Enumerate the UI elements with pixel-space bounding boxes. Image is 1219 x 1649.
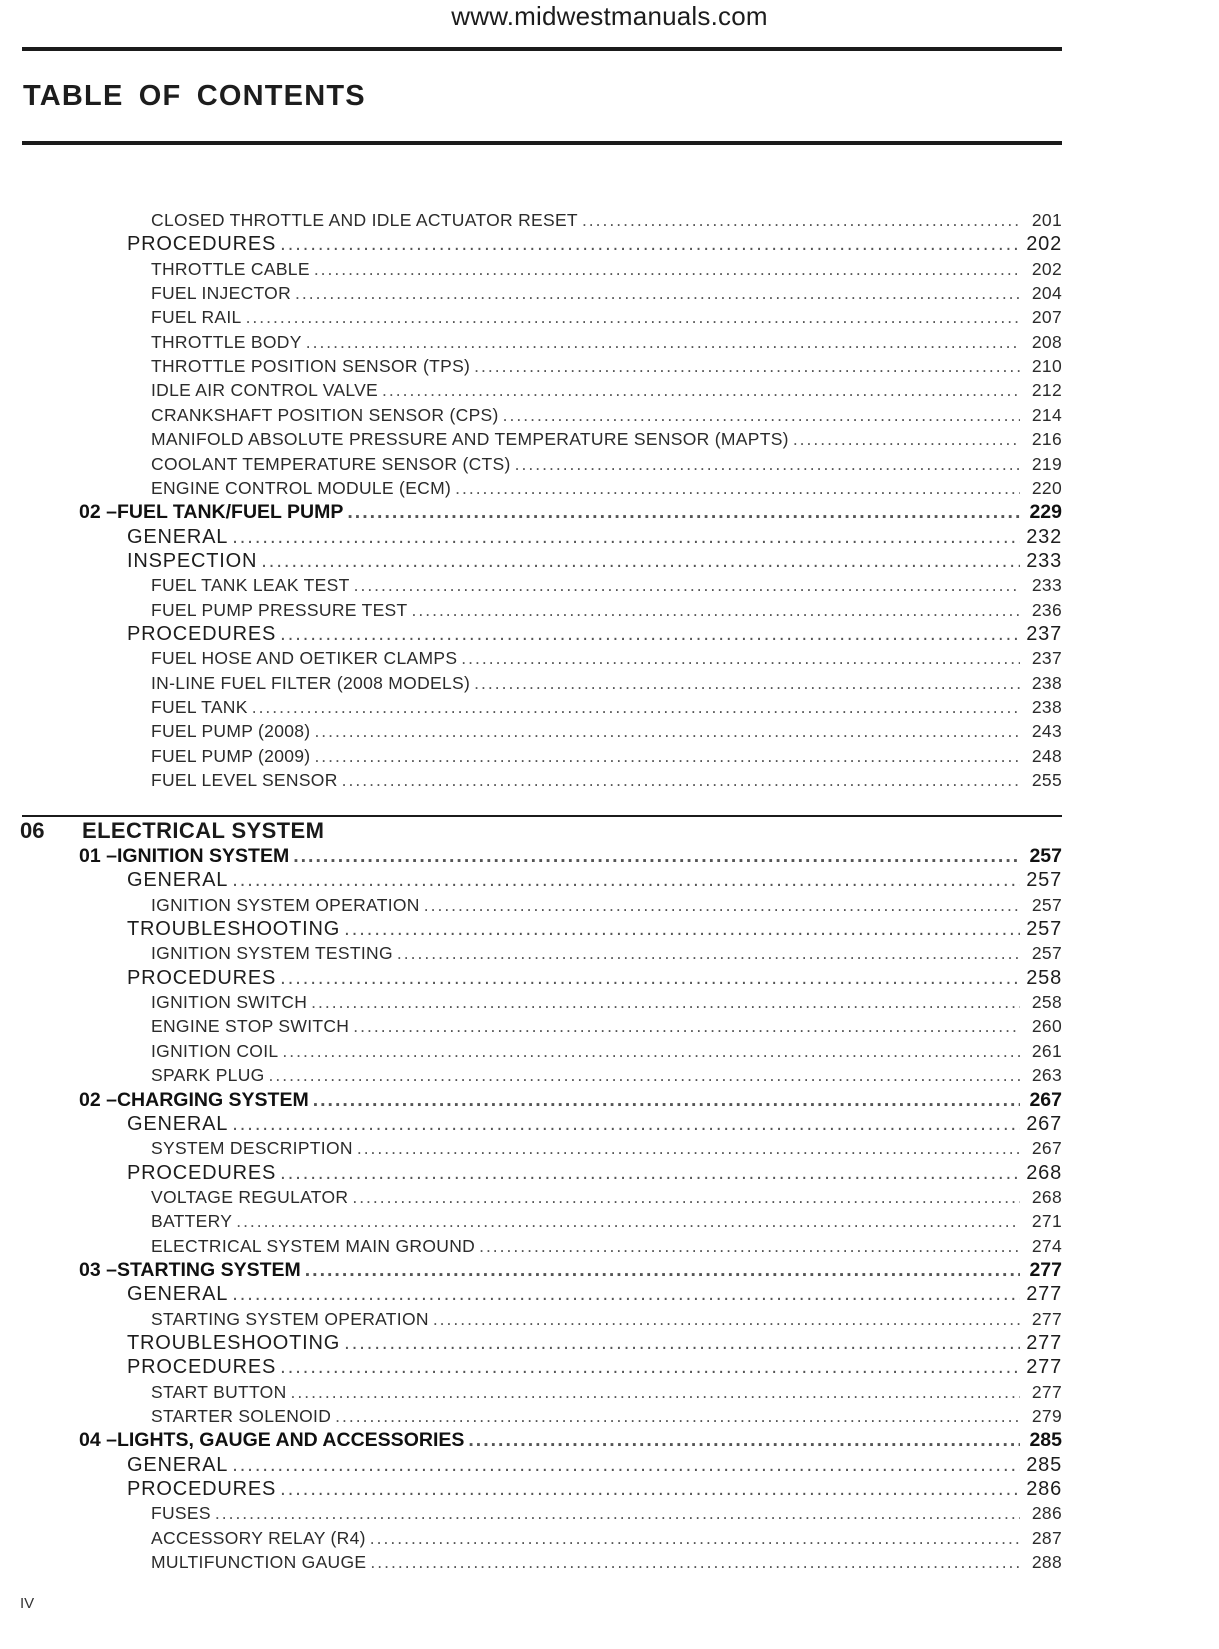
toc-entry — [151, 452, 1062, 476]
toc-entry-label: IGNITION COIL — [151, 1040, 279, 1061]
toc-entry — [151, 695, 1062, 719]
dot-leader — [582, 208, 1020, 232]
toc-entry-page: 212 — [1031, 380, 1062, 401]
toc-entry-label: PROCEDURES — [127, 1478, 277, 1501]
toc-entry-label: THROTTLE BODY — [151, 331, 302, 352]
toc-entry — [151, 354, 1062, 378]
toc-entry-label: IGNITION SWITCH — [151, 992, 308, 1013]
dot-leader — [306, 330, 1020, 354]
toc-entry-page: 287 — [1031, 1527, 1062, 1548]
toc-entry-page: 271 — [1031, 1211, 1062, 1232]
toc-entry-page: 236 — [1031, 599, 1062, 620]
toc-entry — [79, 844, 1062, 868]
toc-entry — [127, 525, 1062, 549]
toc-entry-page: 202 — [1026, 233, 1062, 256]
toc-entry-label: FUEL TANK/FUEL PUMP — [116, 501, 344, 524]
toc-entry-page: 248 — [1031, 745, 1062, 766]
toc-entry — [127, 1355, 1062, 1379]
toc-entry-label: STARTING SYSTEM OPERATION — [151, 1308, 429, 1329]
toc-entry-label: FUSES — [151, 1503, 211, 1524]
toc-entry-label: FUEL TANK LEAK TEST — [151, 575, 350, 596]
toc-entry — [79, 1088, 1062, 1112]
dot-leader — [515, 452, 1020, 476]
title-rule — [22, 141, 1062, 145]
toc-entry-page: 261 — [1031, 1040, 1062, 1061]
toc-entry-page: 277 — [1026, 1356, 1062, 1379]
toc-entry — [151, 1209, 1062, 1233]
toc-entry-page: 201 — [1031, 210, 1062, 230]
toc-entry — [151, 1039, 1062, 1063]
toc-entry — [151, 208, 1062, 232]
dot-leader — [357, 1136, 1020, 1160]
toc-entry-label: FUEL PUMP (2009) — [151, 745, 311, 766]
toc-entry — [151, 330, 1062, 354]
toc-entry-page: 277 — [1026, 1283, 1062, 1306]
toc-entry-page: 243 — [1031, 721, 1062, 742]
toc-entry-page: 237 — [1031, 648, 1062, 669]
toc-entry-page: 238 — [1031, 672, 1062, 693]
toc-entry-label: IGNITION SYSTEM TESTING — [151, 943, 393, 964]
toc-entry-page: 285 — [1029, 1429, 1062, 1452]
dot-leader — [295, 281, 1020, 305]
dot-leader — [314, 257, 1020, 281]
toc-entry-label: FUEL RAIL — [151, 307, 242, 328]
top-rule — [22, 47, 1062, 51]
toc-entry — [151, 281, 1062, 305]
toc-entry — [151, 671, 1062, 695]
dot-leader — [246, 305, 1020, 329]
toc-entry-page: 277 — [1031, 1308, 1062, 1329]
dot-leader — [474, 671, 1020, 695]
toc-entry-page: 255 — [1031, 770, 1062, 791]
dot-leader — [461, 646, 1020, 670]
toc-entry-label: FUEL HOSE AND OETIKER CLAMPS — [151, 648, 458, 669]
toc-entry-label: IGNITION SYSTEM — [116, 845, 290, 867]
toc-entry-label: ELECTRICAL SYSTEM MAIN GROUND — [151, 1235, 476, 1256]
toc-entry-page: 219 — [1031, 453, 1062, 474]
toc-entry-label: IGNITION SYSTEM OPERATION — [151, 894, 420, 915]
toc-entry-page: 257 — [1026, 869, 1062, 892]
toc-entry-label: ENGINE CONTROL MODULE (ECM) — [151, 477, 452, 498]
toc-entry — [151, 427, 1062, 451]
dot-leader — [291, 1380, 1020, 1404]
toc-entry-number: 03 – — [79, 1258, 117, 1281]
toc-entry — [151, 1526, 1062, 1550]
toc-entry-label: FUEL INJECTOR — [151, 283, 292, 304]
toc-entry — [151, 1404, 1062, 1428]
dot-leader — [232, 525, 1020, 549]
toc-entry — [151, 378, 1062, 402]
toc-entry-page: 257 — [1029, 845, 1062, 867]
toc-entry-page: 229 — [1029, 501, 1062, 524]
toc-entry-label: STARTER SOLENOID — [151, 1406, 332, 1427]
section-number: 06 — [20, 818, 45, 843]
toc-entry-page: 207 — [1031, 307, 1062, 328]
toc-entry — [151, 744, 1062, 768]
site-url: www.midwestmanuals.com — [451, 1, 768, 31]
toc-entry-page: 279 — [1031, 1406, 1062, 1427]
toc-entry — [127, 549, 1062, 573]
dot-leader — [412, 598, 1021, 622]
toc-entry-label: ACCESSORY RELAY (R4) — [151, 1527, 366, 1548]
toc-entry-page: 277 — [1026, 1332, 1062, 1354]
toc-entry-label: MANIFOLD ABSOLUTE PRESSURE AND TEMPERATURE SENSOR (MAPTS) — [151, 429, 789, 450]
toc-entry-page: 274 — [1031, 1235, 1062, 1256]
toc-entry-label: GENERAL — [127, 525, 229, 548]
toc-entry-number: 01 – — [79, 845, 117, 867]
toc-entry — [127, 232, 1062, 256]
toc-entry — [151, 1501, 1062, 1525]
toc-entry — [151, 1136, 1062, 1160]
dot-leader — [793, 427, 1020, 451]
dot-leader — [347, 500, 1020, 524]
toc-entry — [151, 646, 1062, 670]
toc-entry-label: GENERAL — [127, 1112, 229, 1135]
dot-leader — [335, 1404, 1020, 1428]
dot-leader — [370, 1550, 1020, 1574]
toc-entry-page: 267 — [1029, 1088, 1062, 1111]
toc-entry-page: 260 — [1031, 1016, 1062, 1037]
toc-entry-page: 216 — [1031, 429, 1062, 450]
toc-entry-label: COOLANT TEMPERATURE SENSOR (CTS) — [151, 453, 511, 474]
toc-entry-page: 257 — [1031, 894, 1062, 915]
dot-leader — [397, 941, 1020, 965]
toc-entry-label: PROCEDURES — [127, 966, 277, 989]
toc-entry-page: 268 — [1026, 1161, 1062, 1184]
toc-entry-number: 02 – — [79, 1088, 117, 1111]
toc-entry-page: 277 — [1031, 1381, 1062, 1402]
toc-entry — [127, 1282, 1062, 1306]
toc-entry-page: 288 — [1031, 1552, 1062, 1573]
toc-entry-page: 237 — [1026, 622, 1062, 645]
toc-entry — [127, 1112, 1062, 1136]
toc-entry — [151, 768, 1062, 792]
dot-leader — [354, 573, 1020, 597]
toc-entry-page: 208 — [1031, 331, 1062, 352]
section-heading — [20, 818, 324, 844]
toc-entry-page: 257 — [1026, 918, 1062, 941]
dot-leader — [433, 1307, 1020, 1331]
dot-leader — [479, 1234, 1020, 1258]
toc-entry — [151, 305, 1062, 329]
toc-entry-page: 258 — [1031, 992, 1062, 1013]
toc-entry-label: PROCEDURES — [127, 1356, 277, 1379]
toc-entry-label: LIGHTS, GAUGE AND ACCESSORIES — [116, 1429, 465, 1452]
toc-entry — [127, 868, 1062, 892]
toc-entry — [127, 1331, 1062, 1355]
toc-entry-label: CHARGING SYSTEM — [116, 1088, 309, 1111]
dot-leader — [424, 893, 1020, 917]
dot-leader — [305, 1258, 1020, 1282]
toc-entry-label: CRANKSHAFT POSITION SENSOR (CPS) — [151, 404, 499, 425]
toc-entry-page: 267 — [1031, 1138, 1062, 1159]
toc-entry-page: 220 — [1031, 477, 1062, 498]
dot-leader — [503, 403, 1020, 427]
toc-entry — [151, 941, 1062, 965]
dot-leader — [468, 1428, 1020, 1452]
toc-entry — [151, 1550, 1062, 1574]
dot-leader — [252, 695, 1020, 719]
toc-entry — [151, 1307, 1062, 1331]
dot-leader — [344, 1331, 1020, 1355]
toc-entry-page: 267 — [1026, 1112, 1062, 1135]
toc-entry-page: 285 — [1026, 1453, 1062, 1476]
toc-entry-page: 202 — [1031, 258, 1062, 279]
toc-entry-label: BATTERY — [151, 1211, 233, 1232]
dot-leader — [232, 1453, 1020, 1477]
toc-entry — [127, 1453, 1062, 1477]
toc-entry-label: GENERAL — [127, 869, 229, 892]
toc-entry-number: 02 – — [79, 501, 117, 524]
section-rule — [22, 815, 1062, 817]
toc-entry — [151, 893, 1062, 917]
dot-leader — [215, 1501, 1020, 1525]
dot-leader — [342, 768, 1020, 792]
dot-leader — [370, 1526, 1020, 1550]
toc-entry-label: IDLE AIR CONTROL VALVE — [151, 380, 379, 401]
toc-entry — [127, 966, 1062, 990]
toc-entry — [79, 1258, 1062, 1282]
toc-entry — [127, 1161, 1062, 1185]
toc-entry-page: 232 — [1026, 525, 1062, 548]
dot-leader — [280, 1477, 1020, 1501]
toc-entry-page: 268 — [1031, 1186, 1062, 1207]
toc-entry — [127, 917, 1062, 941]
toc-entry-label: INSPECTION — [127, 549, 258, 572]
toc-entry-label: SPARK PLUG — [151, 1065, 265, 1086]
dot-leader — [344, 917, 1020, 941]
toc-entry — [151, 573, 1062, 597]
toc-entry-label: THROTTLE CABLE — [151, 258, 310, 279]
toc-entry — [151, 403, 1062, 427]
dot-leader — [311, 990, 1020, 1014]
dot-leader — [232, 868, 1020, 892]
toc-entry-page: 263 — [1031, 1065, 1062, 1086]
toc-entry-page: 257 — [1031, 943, 1062, 964]
toc-entry-page: 286 — [1026, 1478, 1062, 1501]
toc-entry — [151, 719, 1062, 743]
toc-entry-label: GENERAL — [127, 1283, 229, 1306]
toc-entry — [151, 1185, 1062, 1209]
toc-entry-page: 233 — [1026, 549, 1062, 572]
dot-leader — [280, 966, 1020, 990]
dot-leader — [382, 378, 1020, 402]
toc-entry — [151, 598, 1062, 622]
dot-leader — [280, 622, 1020, 646]
dot-leader — [261, 549, 1020, 573]
toc-entry-page: 238 — [1031, 697, 1062, 717]
page-title: TABLE OF CONTENTS — [23, 80, 366, 112]
toc-entry-label: TROUBLESHOOTING — [127, 918, 341, 941]
toc-entry — [151, 257, 1062, 281]
toc-entry — [79, 500, 1062, 524]
toc-entry-label: PROCEDURES — [127, 1161, 277, 1184]
toc-entry-label: SYSTEM DESCRIPTION — [151, 1138, 353, 1159]
dot-leader — [280, 1161, 1020, 1185]
toc-entry — [151, 990, 1062, 1014]
dot-leader — [232, 1282, 1020, 1306]
dot-leader — [282, 1039, 1020, 1063]
toc-entry-page: 286 — [1031, 1503, 1062, 1524]
toc-entry-page: 214 — [1031, 404, 1062, 425]
toc-entry-number: 04 – — [79, 1429, 117, 1452]
toc-entry-page: 210 — [1031, 356, 1062, 377]
toc-entry-page: 204 — [1031, 283, 1062, 304]
toc-entry-page: 233 — [1031, 575, 1062, 596]
toc-entry — [151, 476, 1062, 500]
toc-entry-label: ENGINE STOP SWITCH — [151, 1016, 350, 1037]
toc-entry-label: GENERAL — [127, 1453, 229, 1476]
toc-entry-label: FUEL PUMP PRESSURE TEST — [151, 599, 408, 620]
toc-entry-label: PROCEDURES — [127, 233, 277, 256]
dot-leader — [314, 719, 1020, 743]
dot-leader — [352, 1185, 1020, 1209]
toc-entry-label: FUEL PUMP (2008) — [151, 721, 311, 742]
dot-leader — [280, 232, 1020, 256]
toc-entry — [127, 622, 1062, 646]
dot-leader — [269, 1063, 1020, 1087]
toc-entry — [151, 1380, 1062, 1404]
toc-entry-label: CLOSED THROTTLE AND IDLE ACTUATOR RESET — [151, 210, 578, 230]
dot-leader — [353, 1014, 1020, 1038]
footer-page-number: IV — [20, 1595, 35, 1612]
dot-leader — [313, 1088, 1020, 1112]
dot-leader — [314, 744, 1020, 768]
toc-entry-label: THROTTLE POSITION SENSOR (TPS) — [151, 356, 471, 377]
toc-entry-label: START BUTTON — [151, 1381, 287, 1402]
toc-entry — [127, 1477, 1062, 1501]
toc-entry-label: PROCEDURES — [127, 622, 277, 645]
dot-leader — [474, 354, 1020, 378]
toc-entry-label: IN-LINE FUEL FILTER (2008 MODELS) — [151, 672, 471, 693]
toc-entry-label: FUEL LEVEL SENSOR — [151, 770, 338, 791]
dot-leader — [232, 1112, 1020, 1136]
toc-entry-label: MULTIFUNCTION GAUGE — [151, 1552, 367, 1573]
dot-leader — [455, 476, 1020, 500]
toc-entry — [151, 1234, 1062, 1258]
toc-entry — [151, 1063, 1062, 1087]
toc-entry-label: TROUBLESHOOTING — [127, 1332, 341, 1354]
toc-entry-page: 277 — [1029, 1258, 1062, 1281]
toc-entry-page: 258 — [1026, 966, 1062, 989]
dot-leader — [236, 1209, 1020, 1233]
toc-entry-label: STARTING SYSTEM — [116, 1258, 301, 1281]
toc-entry — [151, 1014, 1062, 1038]
toc-entry-label: FUEL TANK — [151, 697, 248, 717]
dot-leader — [280, 1355, 1020, 1379]
section-title: ELECTRICAL SYSTEM — [82, 818, 325, 843]
toc-entry — [79, 1428, 1062, 1452]
dot-leader — [293, 844, 1020, 868]
toc-entry-label: VOLTAGE REGULATOR — [151, 1186, 349, 1207]
